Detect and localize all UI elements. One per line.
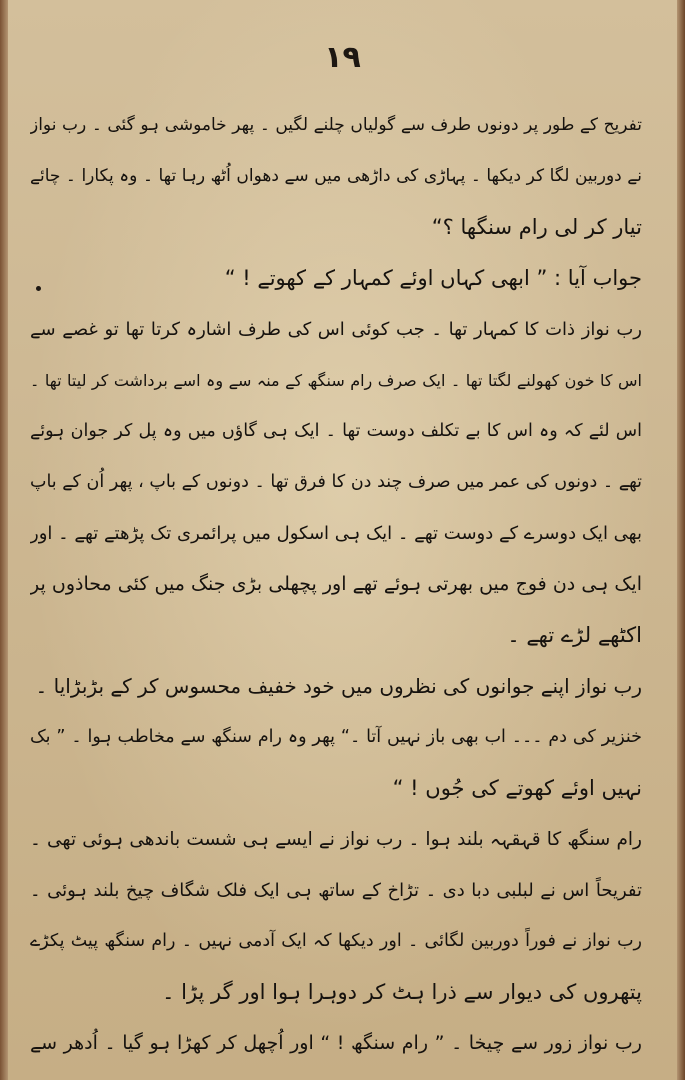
text-line: تفریحاً اس نے لبلبی دبا دی ۔ تڑاخ کے ساتھ ہی ایک فلک شگاف چیخ بلند ہوئی ۔ <box>30 880 642 901</box>
text-line: تیار کر لی رام سنگھا ؟“ <box>431 215 642 239</box>
text-line: جواب آیا : ” ابھی کہاں اوئے کمہار کے کھوتے ! “ <box>224 266 642 290</box>
text-line: رب نواز زور سے چیخا ۔ ” رام سنگھ ! “ اور اُچھل کر کھڑا ہو گیا ۔ اُدھر سے <box>30 1032 642 1054</box>
text-line: اس لئے کہ وہ اس کا بے تکلف دوست تھا ۔ ایک ہی گاؤں میں وہ پل کر جوان ہوئے <box>30 421 642 441</box>
text-line: تھے ۔ دونوں کی عمر میں صرف چند دن کا فرق تھا ۔ دونوں کے باپ ، پھر اُن کے باپ <box>30 472 642 492</box>
text-line: نے دوربین لگا کر دیکھا ۔ پہاڑی کی داڑھی میں سے دھواں اُٹھ رہا تھا ۔ وہ پکارا ۔ چائے <box>30 166 642 186</box>
page-body-text <box>30 100 642 1069</box>
page-edge-right <box>677 0 685 1080</box>
text-line: ایک ہی دن فوج میں بھرتی ہوئے تھے اور پچھلی بڑی جنگ میں کئی محاذوں پر <box>30 573 642 595</box>
text-line: بھی ایک دوسرے کے دوست تھے ۔ ایک ہی اسکول میں پرائمری تک پڑھتے تھے ۔ اور <box>30 523 642 544</box>
text-line: رام سنگھ کا قہقہہ بلند ہوا ۔ رب نواز نے ایسے ہی شست باندھی ہوئی تھی ۔ <box>30 829 642 850</box>
text-line: رب نواز ذات کا کمہار تھا ۔ جب کوئی اس کی طرف اشارہ کرتا تھا تو غصے سے <box>30 319 642 340</box>
text-line: رب نواز اپنے جوانوں کی نظروں میں خود خفیف محسوس کر کے بڑبڑایا ۔ <box>35 674 642 698</box>
text-line: اس کا خون کھولنے لگتا تھا ۔ ایک صرف رام سنگھ کے منہ سے وہ اسے برداشت کر لیتا تھا ۔ <box>30 371 642 390</box>
text-line: رب نواز نے فوراً دوربین لگائی ۔ اور دیکھا کہ ایک آدمی نہیں ۔ رام سنگھ پیٹ پکڑے <box>30 931 642 951</box>
page-edge-left <box>0 0 8 1080</box>
text-line: نہیں اوئے کھوتے کی جُوں ! “ <box>392 776 642 800</box>
text-line: پتھروں کی دیوار سے ذرا ہٹ کر دوہرا ہوا اور گر پڑا ۔ <box>162 980 642 1004</box>
text-line: خنزیر کی دم ۔۔۔ اب بھی باز نہیں آتا ۔“ پھر وہ رام سنگھ سے مخاطب ہوا ۔ ” بک <box>30 727 642 747</box>
text-line: اکٹھے لڑے تھے ۔ <box>507 623 642 647</box>
text-line: تفریح کے طور پر دونوں طرف سے گولیاں چلنے لگیں ۔ پھر خاموشی ہو گئی ۔ رب نواز <box>30 115 642 135</box>
page-number: ۱۹ <box>324 40 361 75</box>
